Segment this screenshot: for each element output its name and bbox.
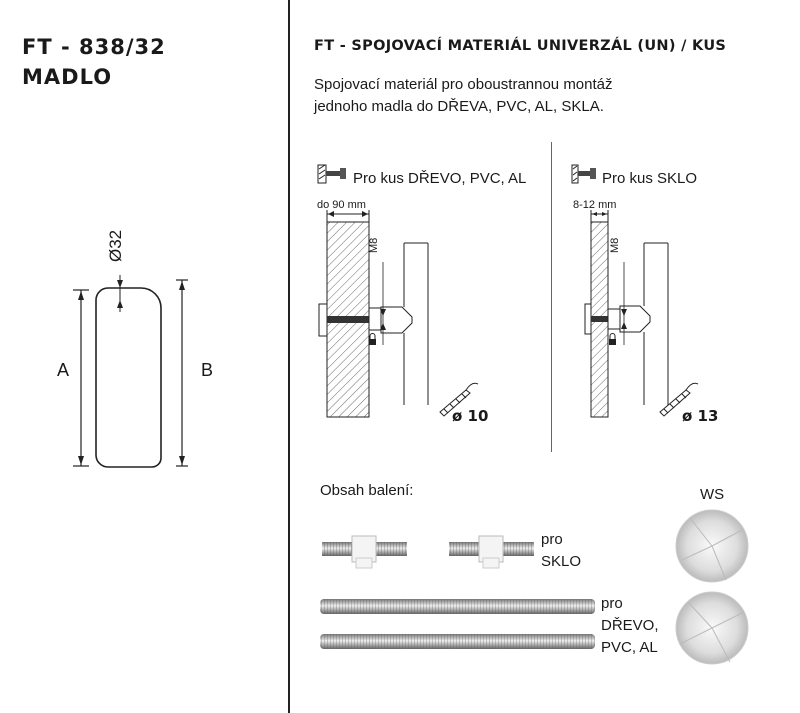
diameter-label: Ø32 — [106, 229, 125, 262]
accessory-description-line2: jednoho madla do DŘEVA, PVC, AL, SKLA. — [314, 98, 604, 115]
wood-thread-label: M8 — [368, 237, 380, 253]
accessory-title: FT - SPOJOVACÍ MATERIÁL UNIVERZÁL (UN) / KUS — [314, 38, 727, 54]
glass-thickness-label: 8-12 mm — [573, 199, 617, 211]
glass-thread-label: M8 — [609, 237, 621, 253]
glass-stud-2 — [449, 536, 534, 568]
glass-stud-1 — [322, 536, 407, 568]
ws-disc-2 — [676, 592, 748, 664]
accessory-description-line1: Spojovací materiál pro oboustrannou montáž — [314, 76, 613, 93]
dimension-b-label: B — [201, 360, 214, 380]
dimension-a-label: A — [57, 360, 70, 380]
wood-drill-label: ø 10 — [452, 407, 489, 425]
wood-mount-label: Pro kus DŘEVO, PVC, AL — [353, 170, 527, 187]
product-type: MADLO — [22, 65, 113, 89]
ws-label: WS — [700, 486, 725, 503]
glass-pack-label-2: SKLO — [541, 553, 582, 570]
glass-drill-label: ø 13 — [682, 407, 719, 425]
wood-pack-label-3: PVC, AL — [601, 639, 658, 656]
wood-pack-label-1: pro — [601, 595, 623, 612]
ws-disc-1 — [676, 510, 748, 582]
glass-pack-label-1: pro — [541, 531, 563, 548]
glass-mount-label: Pro kus SKLO — [602, 170, 698, 187]
product-code: FT - 838/32 — [22, 35, 166, 59]
wood-rod-1 — [320, 599, 595, 614]
package-heading: Obsah balení: — [320, 482, 414, 499]
wood-pack-label-2: DŘEVO, — [601, 617, 659, 634]
wood-rod-2 — [320, 634, 595, 649]
wood-thickness-label: do 90 mm — [317, 199, 366, 211]
